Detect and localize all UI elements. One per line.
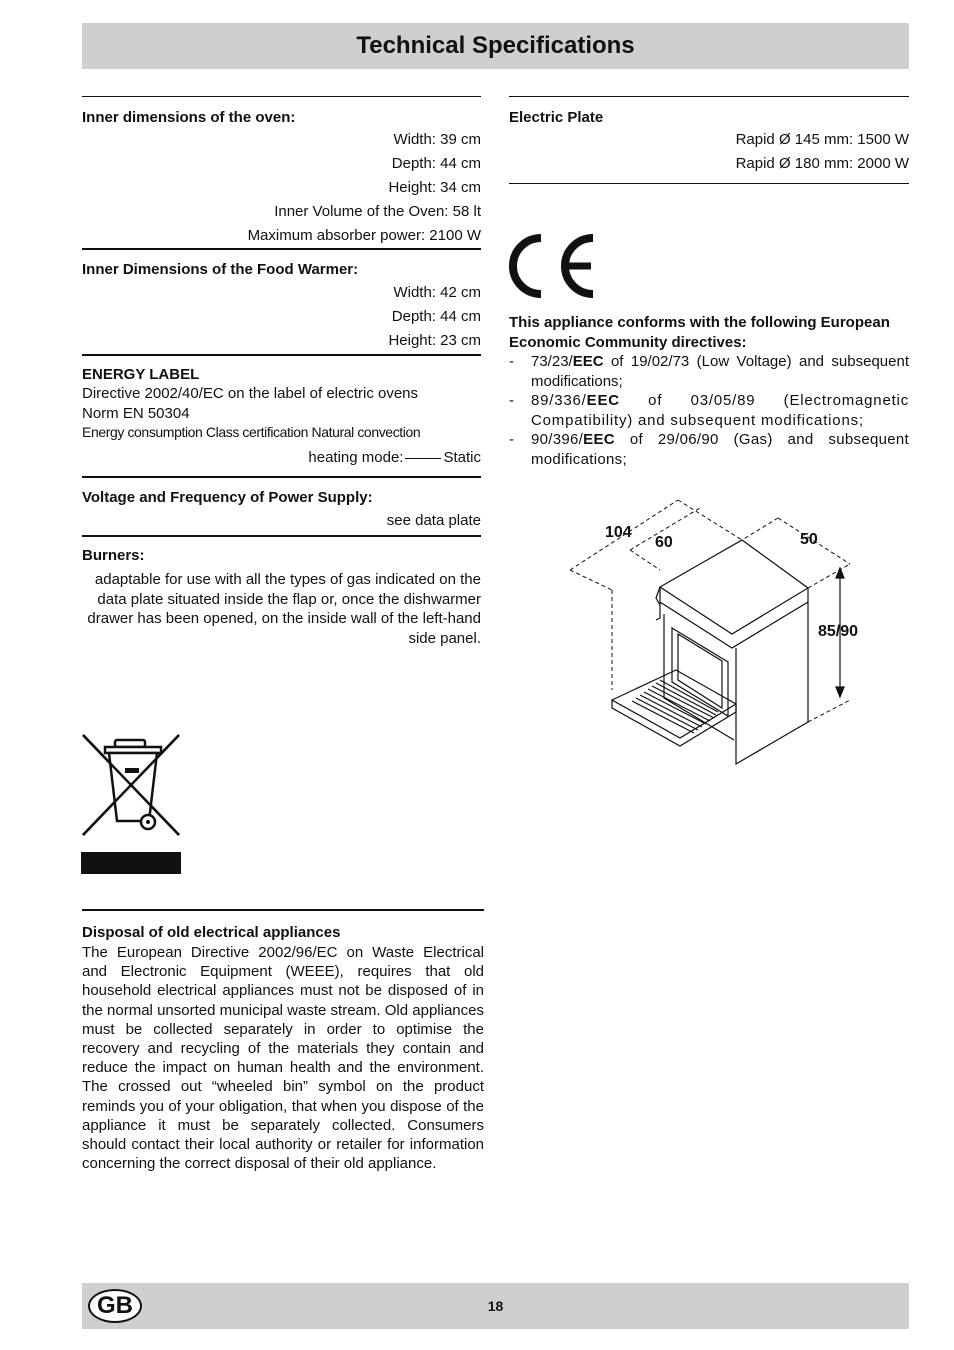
energy-directive: Directive 2002/40/EC on the label of electric ovens	[82, 385, 419, 402]
dim-height-label: 85/90	[818, 623, 859, 640]
divider	[82, 909, 484, 911]
oven-volume: Inner Volume of the Oven: 58 lt	[274, 203, 481, 220]
divider	[82, 476, 481, 478]
voltage-heading: Voltage and Frequency of Power Supply:	[82, 489, 373, 506]
oven-depth: Depth: 44 cm	[391, 155, 481, 172]
disposal-text: The European Directive 2002/96/EC on Waste Electrical and Electronic Equipment (WEEE), requires that old household electrical appliances must not be disposed of in the normal unsorted municipal waste stream. Old appliances must be collected separately in order to optimise the recovery and recycling of the materials they contain and reduce the impact on human health and the environment. The crossed out “wheeled bin” symbol on the product reminds you of your obligation, that when you dispose of the appliance it must be separately collected. Consumers should contact their local authority or retailer for information concerning the correct disposal of their old appliance.	[82, 944, 484, 1173]
ce-mark-icon	[507, 232, 599, 300]
dim-104-label: 104	[605, 524, 632, 541]
blank-line	[405, 457, 441, 459]
warmer-width: Width: 42 cm	[393, 284, 481, 301]
footer-bar	[82, 1283, 909, 1329]
country-badge: GB	[88, 1289, 142, 1323]
page-number: 18	[487, 1298, 504, 1314]
conformity-heading: This appliance conforms with the following European Economic Community directives:	[509, 314, 890, 351]
energy-class: Energy consumption Class certification Natural convection	[82, 424, 421, 440]
energy-norm: Norm EN 50304	[82, 405, 190, 422]
cooker-dimensions-diagram	[560, 490, 880, 775]
dim-60-label: 60	[655, 534, 673, 551]
warmer-specs	[82, 281, 481, 353]
divider	[509, 183, 909, 184]
title-bar	[82, 23, 909, 69]
voltage-value: see data plate	[386, 512, 481, 529]
oven-heading: Inner dimensions of the oven:	[82, 109, 296, 126]
burners-heading: Burners:	[82, 547, 145, 564]
plate-145: Rapid Ø 145 mm: 1500 W	[735, 131, 909, 148]
directive-item: - 73/23/EEC of 19/02/73 (Low Voltage) and subsequent modifications;	[509, 353, 909, 390]
oven-specs	[82, 128, 481, 248]
warmer-depth: Depth: 44 cm	[391, 308, 481, 325]
directive-item: - 89/336/EEC of 03/05/89 (Electromagnetic Compatibility) and subsequent modifications;	[509, 392, 909, 429]
divider	[82, 354, 481, 356]
electric-plate-heading: Electric Plate	[509, 109, 604, 126]
page-title: Technical Specifications	[356, 32, 635, 59]
warmer-height: Height: 23 cm	[388, 332, 481, 349]
oven-width: Width: 39 cm	[393, 131, 481, 148]
divider	[82, 248, 481, 250]
electric-plate-specs	[509, 128, 909, 176]
directive-item: - 90/396/EEC of 29/06/90 (Gas) and subsequent modifications;	[509, 431, 909, 468]
divider	[82, 96, 481, 97]
crossed-bin-icon	[81, 733, 183, 877]
divider	[509, 96, 909, 97]
heating-mode-label: heating mode:	[308, 449, 404, 466]
oven-height: Height: 34 cm	[388, 179, 481, 196]
directives-list	[509, 352, 909, 469]
plate-180: Rapid Ø 180 mm: 2000 W	[735, 155, 909, 172]
door-grille	[632, 680, 718, 733]
warmer-heading: Inner Dimensions of the Food Warmer:	[82, 261, 359, 278]
divider	[82, 535, 481, 537]
energy-heating-mode	[82, 448, 481, 468]
dim-50-label: 50	[800, 531, 818, 548]
burners-text: adaptable for use with all the types of gas indicated on the data plate situated inside the flap or, once the dishwarmer drawer has been opened, on the inside wall of the left-hand side panel.	[87, 571, 481, 647]
disposal-heading: Disposal of old electrical appliances	[82, 924, 341, 941]
energy-heading: ENERGY LABEL	[82, 366, 200, 383]
heating-mode-value: Static	[443, 449, 481, 466]
oven-power: Maximum absorber power: 2100 W	[247, 227, 481, 244]
